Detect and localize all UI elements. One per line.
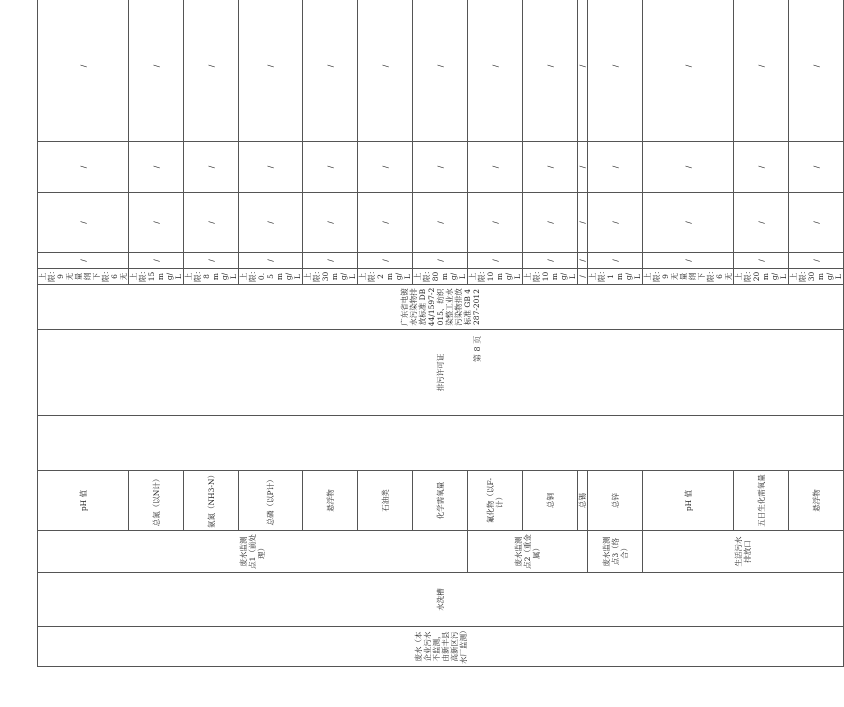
empty-cell: / (239, 193, 303, 253)
empty-cell: / (413, 193, 468, 253)
empty-cell: / (523, 253, 578, 269)
empty-cell: / (588, 253, 643, 269)
empty-cell: / (523, 0, 578, 142)
empty-cell: / (129, 142, 184, 193)
empty-cell: / (358, 0, 413, 142)
empty-cell: / (588, 142, 643, 193)
limit-cell: 上限：80mg/L (413, 269, 468, 285)
pollutant-cell: 石油类 (358, 471, 413, 531)
empty-cell: / (523, 193, 578, 253)
limit-cell: 上限：2mg/L (358, 269, 413, 285)
empty-cell: / (734, 0, 789, 142)
standard-cell: 广东省电镀水污染物排放标准 DB44/1597-2015、纺织染整工业水污染物排放标准 GB 4287-2012 (38, 285, 844, 330)
limit-cell: 上限：20mg/L (734, 269, 789, 285)
empty-cell: / (643, 193, 734, 253)
empty-cell: / (413, 253, 468, 269)
pollutant-cell: pH 值 (38, 471, 129, 531)
basis-cell: 排污许可证 (38, 330, 844, 416)
empty-cell: / (413, 142, 468, 193)
limit-cell: 上限：15mg/L (129, 269, 184, 285)
empty-cell: / (578, 142, 588, 193)
empty-cell: / (38, 0, 129, 142)
pollutant-cell: 总锡 (578, 471, 588, 531)
empty-cell: / (578, 193, 588, 253)
limit-cell: / (578, 269, 588, 285)
limit-cell: 上限：0.5mg/L (239, 269, 303, 285)
pollutant-cell: 总铜 (523, 471, 578, 531)
empty-cell: / (239, 142, 303, 193)
empty-cell: / (38, 193, 129, 253)
empty-cell: / (303, 0, 358, 142)
empty-cell: / (184, 253, 239, 269)
permit-table (37, 0, 844, 667)
empty-cell: / (184, 193, 239, 253)
monitor-point-cell: 废水监测点2（重金属） (468, 531, 588, 573)
empty-cell: / (789, 142, 844, 193)
empty-cell: / (643, 142, 734, 193)
empty-cell: / (303, 253, 358, 269)
empty-cell: / (303, 193, 358, 253)
blank-cell (38, 416, 844, 471)
empty-cell: / (789, 0, 844, 142)
pollutant-cell: 化学需氧量 (413, 471, 468, 531)
empty-cell: / (578, 253, 588, 269)
empty-cell: / (734, 193, 789, 253)
empty-cell: / (468, 0, 523, 142)
empty-cell: / (303, 142, 358, 193)
empty-cell: / (358, 193, 413, 253)
pollutant-cell: 总磷（以P计） (239, 471, 303, 531)
table-row (38, 0, 129, 667)
empty-cell: / (184, 0, 239, 142)
empty-cell: / (38, 142, 129, 193)
empty-cell: / (358, 253, 413, 269)
pollutant-cell: 氟化物（以F-计） (468, 471, 523, 531)
empty-cell: / (184, 142, 239, 193)
process-cell: 水洗槽 (38, 573, 844, 627)
empty-cell: / (789, 193, 844, 253)
limit-cell: 上限：1mg/L (588, 269, 643, 285)
empty-cell: / (468, 193, 523, 253)
empty-cell: / (468, 142, 523, 193)
empty-cell: / (413, 0, 468, 142)
monitor-point-cell: 生活污水排放口 (643, 531, 844, 573)
empty-cell: / (734, 253, 789, 269)
empty-cell: / (643, 253, 734, 269)
limit-cell: 上限：30mg/L (303, 269, 358, 285)
empty-cell: / (468, 253, 523, 269)
empty-cell: / (239, 253, 303, 269)
pollutant-cell: 悬浮物 (303, 471, 358, 531)
pollutant-cell: 五日生化需氧量 (734, 471, 789, 531)
category-cell: 废水（本企业污水不监测，由新丰县高新区污水厂监测） (38, 627, 844, 667)
monitor-point-cell: 废水监测点3（络合） (588, 531, 643, 573)
pollutant-cell: 总氮（以N计） (129, 471, 184, 531)
empty-cell: / (523, 142, 578, 193)
limit-cell: 上限：9 无量纲 下限：6 无 (38, 269, 129, 285)
limit-cell: 上限：10mg/L (468, 269, 523, 285)
pollutant-cell: 氨氮（NH3-N） (184, 471, 239, 531)
limit-cell: 上限：10mg/L (523, 269, 578, 285)
empty-cell: / (129, 193, 184, 253)
empty-cell: / (239, 0, 303, 142)
limit-cell: 上限：8mg/L (184, 269, 239, 285)
limit-cell: 上限：30mg/L (789, 269, 844, 285)
empty-cell: / (588, 193, 643, 253)
empty-cell: / (789, 253, 844, 269)
empty-cell: / (129, 253, 184, 269)
pollutant-cell: 总锌 (588, 471, 643, 531)
empty-cell: / (734, 142, 789, 193)
empty-cell: / (588, 0, 643, 142)
page-number: 第 8 页 (473, 335, 482, 363)
pollutant-cell: pH 值 (643, 471, 734, 531)
empty-cell: / (358, 142, 413, 193)
empty-cell: / (38, 253, 129, 269)
limit-cell: 上限：9 无量纲 下限：6 无 (643, 269, 734, 285)
monitor-point-cell: 废水监测点1（前处理） (38, 531, 468, 573)
empty-cell: / (578, 0, 588, 142)
pollutant-cell: 悬浮物 (789, 471, 844, 531)
empty-cell: / (129, 0, 184, 142)
empty-cell: / (643, 0, 734, 142)
